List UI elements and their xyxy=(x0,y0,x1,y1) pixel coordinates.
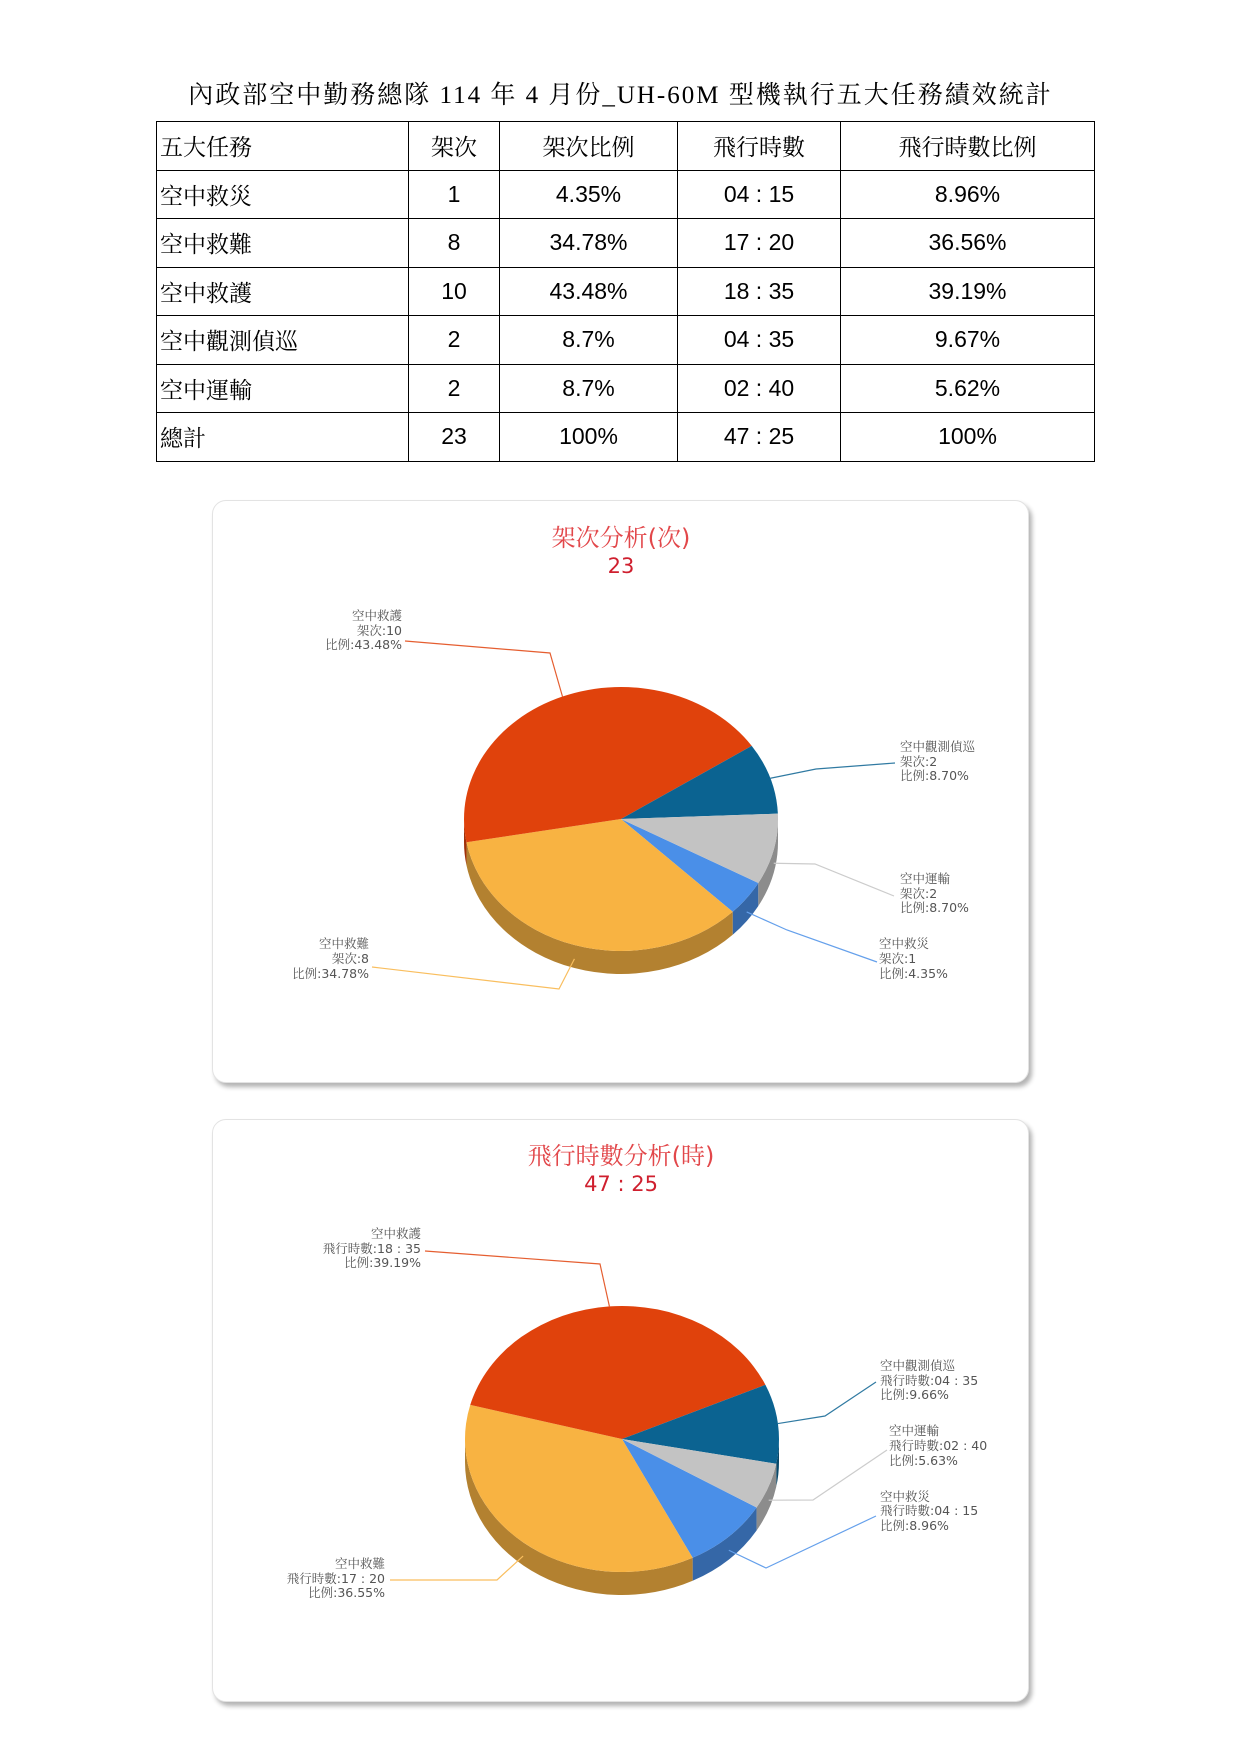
value-number: 2 xyxy=(929,754,938,769)
slice-label-percent xyxy=(889,1453,958,1468)
value-prefix: 飛行時數: xyxy=(322,1241,378,1256)
sorties-chart-panel xyxy=(212,500,1029,1083)
flight-hours-chart-panel xyxy=(212,1119,1029,1702)
table-cell: 39.19% xyxy=(841,267,1095,316)
leader-line xyxy=(769,1450,887,1500)
leader-line xyxy=(390,1556,523,1580)
leader-line xyxy=(405,641,562,697)
table-row xyxy=(157,364,1095,413)
table-cell: 23 xyxy=(409,413,500,462)
table-row xyxy=(157,170,1095,219)
slice-label-name: 空中救護 xyxy=(370,1226,421,1241)
slice-label-name: 空中觀測偵巡 xyxy=(900,739,976,754)
value-prefix: 飛行時數: xyxy=(880,1373,935,1388)
table-cell: 43.48% xyxy=(500,267,678,316)
slice-label-percent xyxy=(325,637,402,652)
percent-number: 8.96% xyxy=(909,1518,949,1533)
value-number: 04 : 35 xyxy=(934,1373,979,1388)
chart-total: 23 xyxy=(607,554,635,578)
table-row xyxy=(157,413,1095,462)
table-header-row xyxy=(157,122,1095,171)
table-header-cell: 五大任務 xyxy=(157,122,409,171)
percent-prefix: 比例: xyxy=(900,768,930,783)
slice-label-percent xyxy=(900,768,969,783)
leader-line xyxy=(774,863,894,896)
mission-stats-table xyxy=(156,121,1095,462)
slice-label-value xyxy=(332,951,369,966)
table-header-cell: 架次比例 xyxy=(500,122,678,171)
value-number: 18 : 35 xyxy=(377,1241,421,1256)
table-cell: 100% xyxy=(500,413,678,462)
percent-prefix: 比例: xyxy=(325,637,355,652)
document-title: 內政部空中勤務總隊 114 年 4 月份_UH-60M 型機執行五大任務績效統計 xyxy=(188,82,1053,109)
table-cell: 空中救護 xyxy=(157,267,409,316)
value-number: 02 : 40 xyxy=(943,1438,988,1453)
slice-label-value xyxy=(323,1241,421,1256)
value-number: 1 xyxy=(908,951,917,966)
slice-label-percent xyxy=(344,1255,421,1270)
leader-line xyxy=(747,912,877,962)
percent-prefix: 比例: xyxy=(900,900,930,915)
value-number: 10 xyxy=(386,623,402,638)
table-row xyxy=(157,267,1095,316)
table-cell: 空中運輸 xyxy=(157,364,409,413)
slice-label-value xyxy=(880,1373,978,1388)
slice-label-value xyxy=(889,1438,987,1453)
slice-label-percent xyxy=(292,966,369,981)
percent-prefix: 比例: xyxy=(879,966,909,981)
pie-tops xyxy=(465,1306,779,1572)
table-body xyxy=(157,122,1095,462)
table-cell: 空中觀測偵巡 xyxy=(157,316,409,365)
slice-label-value xyxy=(900,886,937,901)
slice-label-value xyxy=(357,623,402,638)
table-row xyxy=(157,316,1095,365)
value-prefix: 架次: xyxy=(879,951,909,966)
percent-prefix: 比例: xyxy=(880,1387,910,1402)
percent-number: 9.66% xyxy=(909,1387,949,1402)
table-cell: 18 : 35 xyxy=(678,267,841,316)
percent-prefix: 比例: xyxy=(889,1453,919,1468)
value-number: 04 : 15 xyxy=(934,1503,979,1518)
slice-label-value xyxy=(287,1571,385,1586)
percent-number: 34.78% xyxy=(321,966,369,981)
table-cell: 4.35% xyxy=(500,170,678,219)
table-cell: 04 : 15 xyxy=(678,170,841,219)
percent-number: 5.63% xyxy=(918,1453,958,1468)
slice-label-name: 空中救難 xyxy=(318,936,369,951)
leader-line xyxy=(425,1251,609,1306)
table-cell: 1 xyxy=(409,170,500,219)
table-cell: 8.96% xyxy=(841,170,1095,219)
percent-number: 39.19% xyxy=(373,1255,421,1270)
table-cell: 47 : 25 xyxy=(678,413,841,462)
table-cell: 36.56% xyxy=(841,219,1095,268)
value-number: 8 xyxy=(361,951,369,966)
percent-number: 4.35% xyxy=(908,966,948,981)
slice-label-name: 空中救災 xyxy=(880,1489,931,1504)
table-cell: 17 : 20 xyxy=(678,219,841,268)
chart-total: 47 : 25 xyxy=(584,1172,658,1196)
value-prefix: 飛行時數: xyxy=(286,1571,342,1586)
slice-label-value xyxy=(880,1503,978,1518)
table-header-cell: 飛行時數 xyxy=(678,122,841,171)
table-cell: 2 xyxy=(409,316,500,365)
value-prefix: 飛行時數: xyxy=(880,1503,935,1518)
table-cell: 8.7% xyxy=(500,364,678,413)
leader-line xyxy=(778,1382,876,1424)
value-prefix: 架次: xyxy=(331,951,362,966)
slice-label-name: 空中救災 xyxy=(879,936,930,951)
slice-label-name: 空中救難 xyxy=(334,1556,385,1571)
value-prefix: 架次: xyxy=(900,754,930,769)
table-cell: 空中救災 xyxy=(157,170,409,219)
slice-label-name: 空中觀測偵巡 xyxy=(880,1358,956,1373)
sorties-pie-chart xyxy=(213,501,1028,1082)
slice-label-percent xyxy=(900,900,969,915)
slice-label-percent xyxy=(879,966,948,981)
table-row xyxy=(157,219,1095,268)
table-header-cell: 飛行時數比例 xyxy=(841,122,1095,171)
value-prefix: 架次: xyxy=(356,623,387,638)
table-cell: 空中救難 xyxy=(157,219,409,268)
table-cell: 總計 xyxy=(157,413,409,462)
slice-label-percent xyxy=(880,1518,949,1533)
table-cell: 02 : 40 xyxy=(678,364,841,413)
table-cell: 10 xyxy=(409,267,500,316)
table-cell: 34.78% xyxy=(500,219,678,268)
percent-number: 36.55% xyxy=(337,1585,385,1600)
percent-number: 8.70% xyxy=(929,768,969,783)
slice-label-percent xyxy=(880,1387,949,1402)
table-cell: 100% xyxy=(841,413,1095,462)
percent-number: 8.70% xyxy=(929,900,969,915)
slice-label-name: 空中運輸 xyxy=(900,871,951,886)
flight-hours-pie-chart xyxy=(213,1120,1028,1701)
percent-number: 43.48% xyxy=(354,637,402,652)
slice-label-name: 空中救護 xyxy=(351,608,402,623)
value-number: 2 xyxy=(929,886,938,901)
slice-label-name: 空中運輸 xyxy=(889,1423,940,1438)
table-cell: 04 : 35 xyxy=(678,316,841,365)
table-cell: 8.7% xyxy=(500,316,678,365)
value-prefix: 飛行時數: xyxy=(889,1438,944,1453)
percent-prefix: 比例: xyxy=(344,1255,374,1270)
chart-title: 架次分析(次) xyxy=(551,524,691,552)
table-cell: 8 xyxy=(409,219,500,268)
table-cell: 2 xyxy=(409,364,500,413)
slice-label-value xyxy=(879,951,916,966)
value-prefix: 架次: xyxy=(900,886,930,901)
slice-label-percent xyxy=(308,1585,385,1600)
percent-prefix: 比例: xyxy=(292,966,322,981)
slice-label-value xyxy=(900,754,937,769)
chart-title: 飛行時數分析(時) xyxy=(527,1142,715,1170)
leader-line xyxy=(372,959,574,989)
percent-prefix: 比例: xyxy=(880,1518,910,1533)
table-cell: 9.67% xyxy=(841,316,1095,365)
leader-line xyxy=(770,763,895,778)
pie-tops xyxy=(464,687,778,951)
percent-prefix: 比例: xyxy=(308,1585,338,1600)
value-number: 17 : 20 xyxy=(341,1571,385,1586)
table-cell: 5.62% xyxy=(841,364,1095,413)
table-header-cell: 架次 xyxy=(409,122,500,171)
